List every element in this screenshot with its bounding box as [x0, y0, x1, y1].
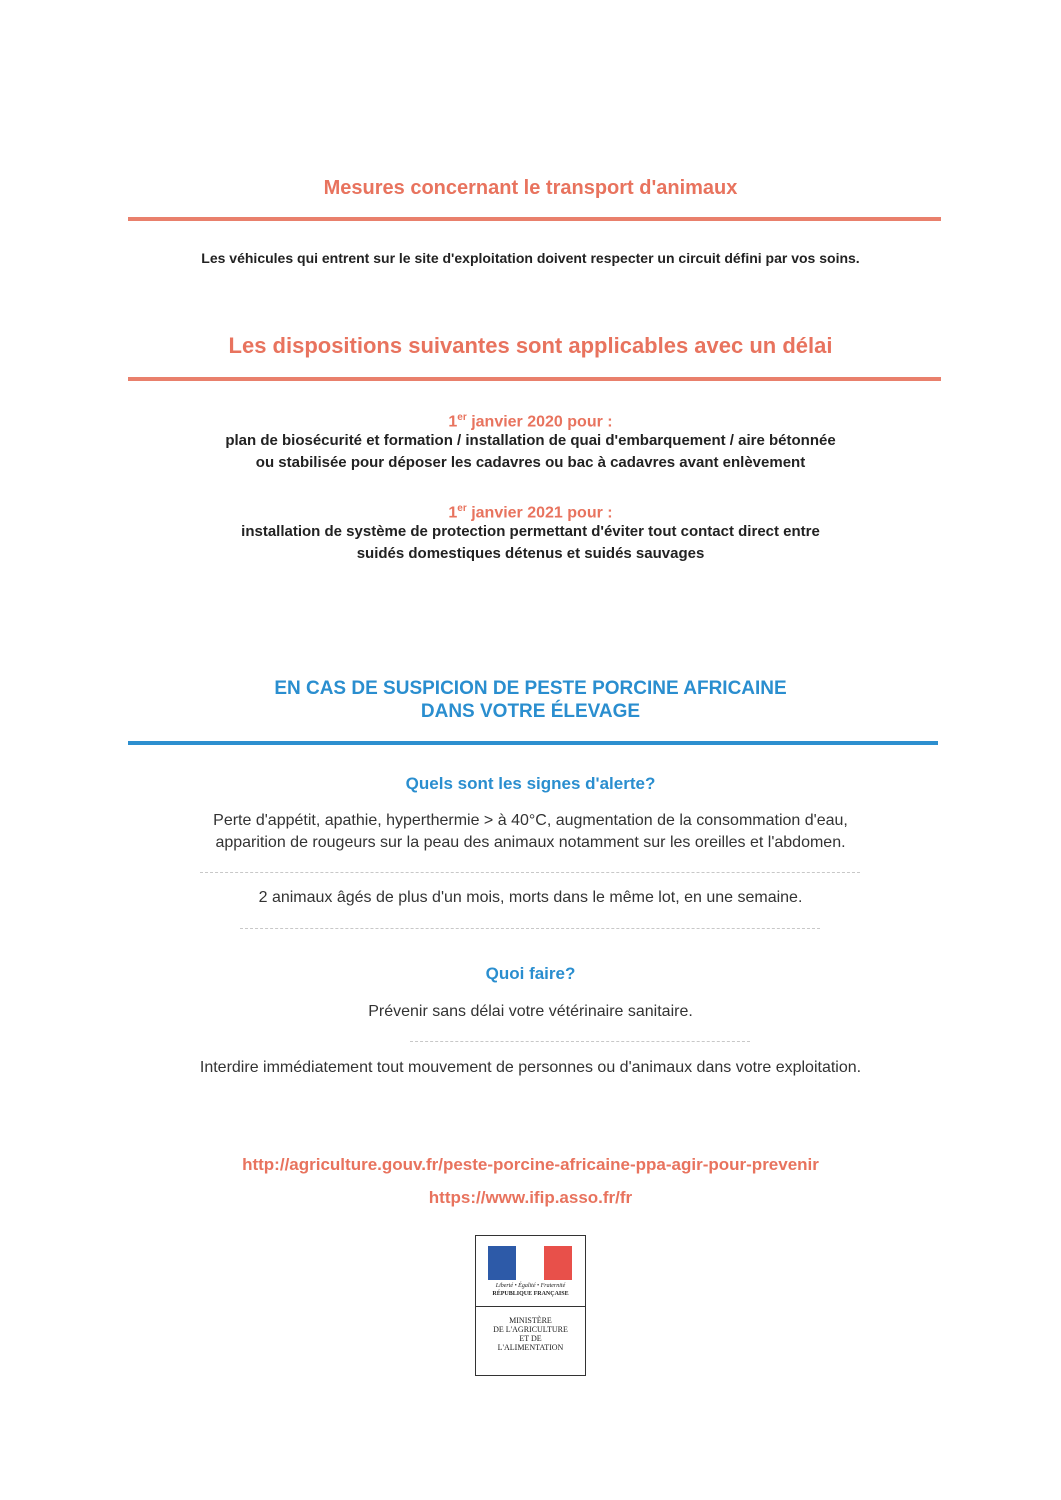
signs-line3: 2 animaux âgés de plus d'un mois, morts dans le même lot, en une semaine.	[258, 889, 803, 906]
deadline-2020-heading: 1er janvier 2020 pour :	[448, 412, 613, 431]
flag-blue-stripe	[488, 1246, 516, 1280]
ifip-link[interactable]: https://www.ifip.asso.fr/fr	[428, 1188, 633, 1207]
transport-rule	[128, 217, 941, 221]
deadline-2020-line1: plan de biosécurité et formation / installation de quai d'embarquement / aire bétonnée	[225, 432, 836, 449]
dispositions-title: Les dispositions suivantes sont applicables avec un délai	[228, 333, 833, 358]
signs-divider-2	[240, 928, 820, 929]
deadline-2021-heading: 1er janvier 2021 pour :	[448, 503, 613, 522]
marianne-flag-icon	[488, 1246, 572, 1280]
flag-red-stripe	[544, 1246, 572, 1280]
action-line1: Prévenir sans délai votre vétérinaire sanitaire.	[368, 1003, 693, 1020]
signs-heading: Quels sont les signes d'alerte?	[405, 774, 656, 793]
suspicion-rule	[128, 741, 938, 745]
suspicion-title-line1: EN CAS DE SUSPICION DE PESTE PORCINE AFRICAINE	[274, 678, 787, 699]
suspicion-title-line2: DANS VOTRE ÉLEVAGE	[420, 701, 641, 722]
ministry-logo	[475, 1235, 586, 1376]
action-heading: Quoi faire?	[485, 964, 576, 983]
signs-line1: Perte d'appétit, apathie, hyperthermie > à 40°C, augmentation de la consommation d'eau,	[213, 812, 848, 829]
action-divider	[410, 1041, 750, 1042]
transport-title: Mesures concernant le transport d'animaux	[323, 177, 738, 199]
logo-ministry-name: MINISTÈRE DE L'AGRICULTURE ET DE L'ALIMENTATION	[493, 1316, 568, 1352]
logo-motto: Liberté • Égalité • Fraternité	[495, 1283, 566, 1289]
dispositions-rule	[128, 377, 941, 381]
signs-divider-1	[200, 872, 860, 873]
action-line2: Interdire immédiatement tout mouvement de personnes ou d'animaux dans votre exploitation.	[199, 1059, 862, 1076]
signs-line2: apparition de rougeurs sur la peau des animaux notamment sur les oreilles et l'abdomen.	[215, 834, 846, 851]
deadline-2021-line2: suidés domestiques détenus et suidés sauvages	[356, 545, 705, 562]
flag-white-stripe	[516, 1246, 544, 1280]
deadline-2020-line2: ou stabilisée pour déposer les cadavres ou bac à cadavres avant enlèvement	[255, 454, 806, 471]
agriculture-link[interactable]: http://agriculture.gouv.fr/peste-porcine-africaine-ppa-agir-pour-prevenir	[242, 1155, 819, 1174]
transport-text: Les véhicules qui entrent sur le site d'exploitation doivent respecter un circuit défini par vos soins.	[201, 250, 860, 266]
logo-republique: RÉPUBLIQUE FRANÇAISE	[492, 1291, 569, 1297]
deadline-2021-line1: installation de système de protection permettant d'éviter tout contact direct entre	[241, 523, 820, 540]
logo-separator	[476, 1306, 585, 1307]
